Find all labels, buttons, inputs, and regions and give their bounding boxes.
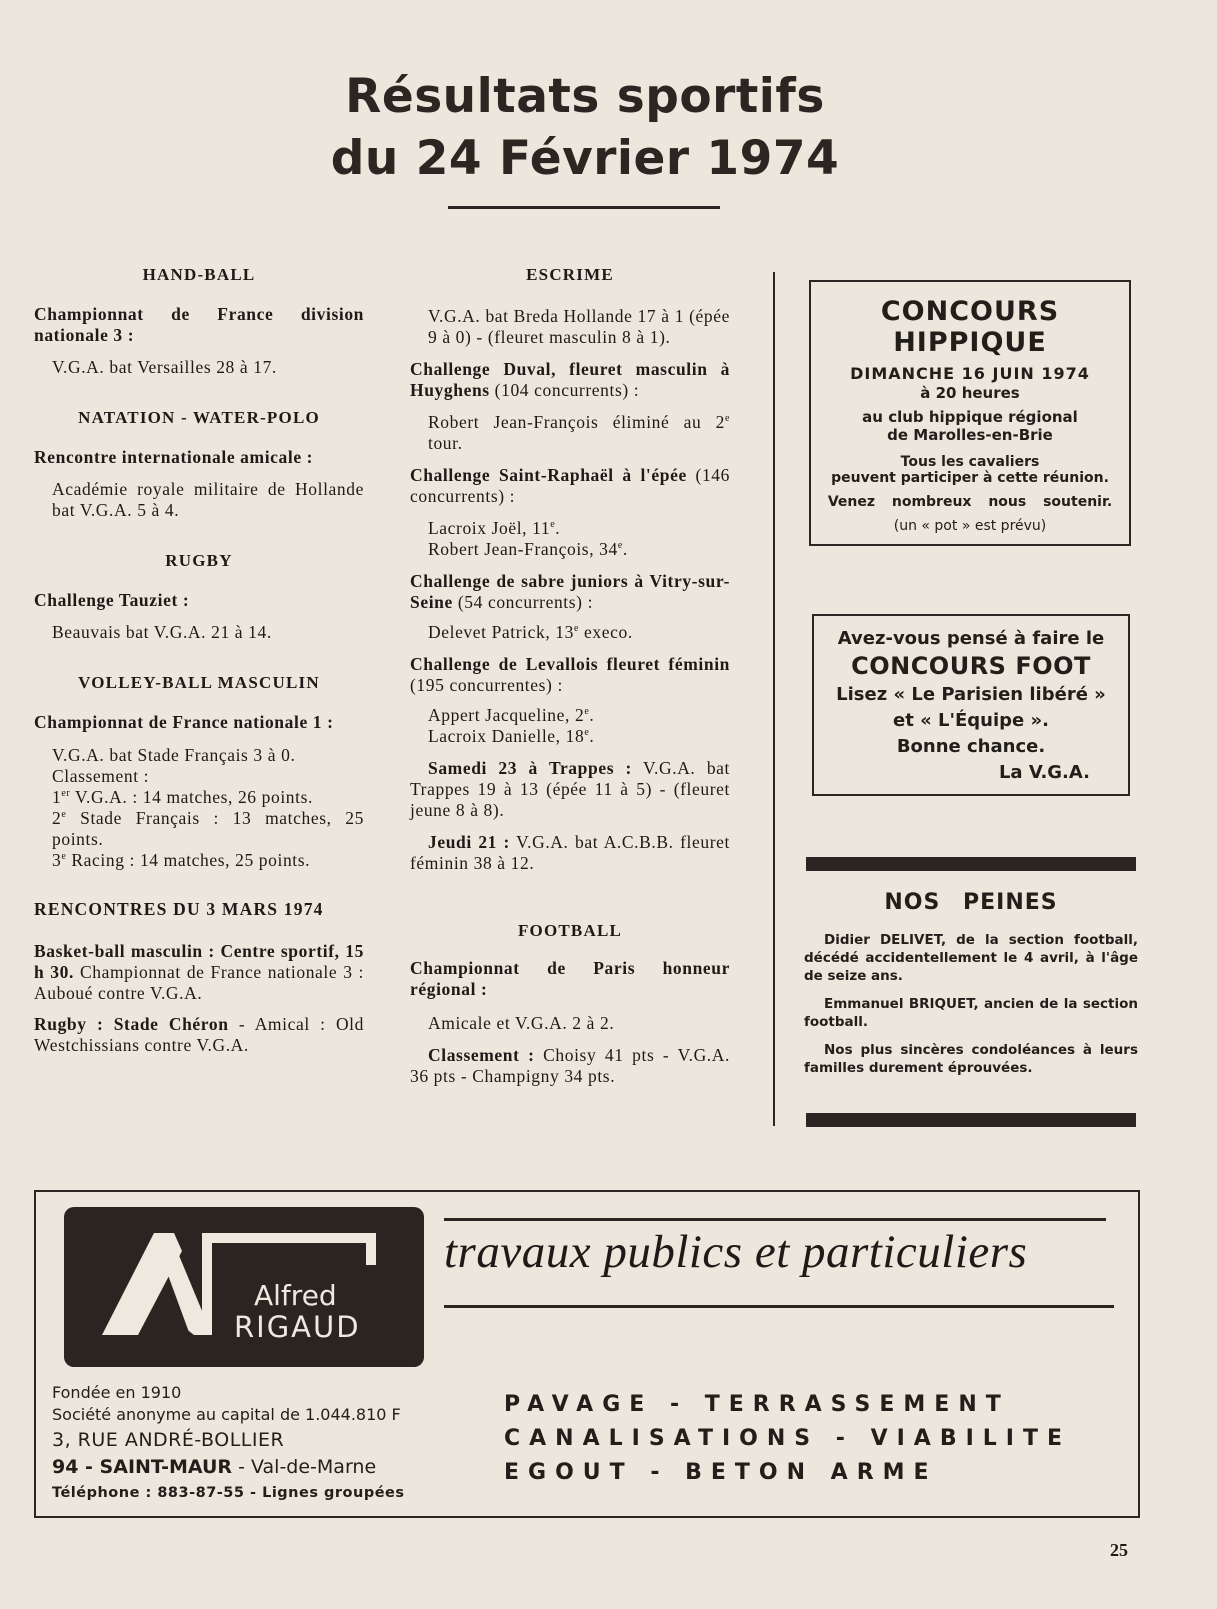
hippique-place-2: de Marolles-en-Brie [887, 426, 1053, 444]
foot-line-2: CONCOURS FOOT [851, 652, 1091, 680]
volley-line-2: Classement : [52, 766, 150, 786]
escrime-result-2: Robert Jean-François éliminé au 2e tour. [428, 412, 730, 453]
page-number: 25 [1110, 1540, 1128, 1560]
foot-line-1: Avez-vous pensé à faire le [837, 628, 1105, 649]
handball-sub: Championnat de France division nationale 3 : [34, 304, 364, 345]
telephone: Téléphone : 883-87-55 - Lignes groupées [52, 1485, 405, 1501]
volley-results [34, 745, 364, 871]
natation-result: Académie royale militaire de Hollande bat V.G.A. 5 à 4. [52, 479, 364, 520]
escrime-sub-3: Challenge Saint-Raphaël à l'épée (146 concurrents) : [410, 465, 730, 506]
foot-line-6: La V.G.A. [998, 762, 1090, 783]
rencontres-heading: RENCONTRES DU 3 MARS 1974 [34, 899, 324, 919]
slogan: travaux publics et particuliers [444, 1226, 1028, 1278]
logo-name-2: RIGAUD [234, 1310, 361, 1344]
handball-heading: HAND-BALL [142, 265, 256, 284]
escrime-sub-2: Challenge Duval, fleuret masculin à Huyghens (104 concurrents) : [410, 359, 730, 400]
services-line-3: EGOUT - BETON ARME [504, 1460, 938, 1485]
football-classement: Classement : Choisy 41 pts - V.G.A. 36 pts - Champigny 34 pts. [410, 1045, 730, 1086]
escrime-result-3a: Lacroix Joël, 11e. [428, 518, 561, 538]
volley-line-3: 1er V.G.A. : 14 matches, 26 points. [52, 787, 313, 807]
nos-peines [804, 890, 1138, 1077]
volley-sub: Championnat de France nationale 1 : [34, 712, 334, 732]
escrime-sub-5: Challenge de Levallois fleuret féminin (195 concurrentes) : [410, 654, 730, 695]
natation-heading: NATATION - WATER-POLO [78, 408, 320, 427]
foot-line-5: Bonne chance. [896, 736, 1046, 757]
football-sub: Championnat de Paris honneur régional : [410, 958, 730, 999]
hippique-line-1: Tous les cavaliers [900, 454, 1040, 470]
hippique-line-3: Venez nombreux nous soutenir. [827, 494, 1113, 510]
logo-name-1: Alfred [254, 1279, 337, 1312]
escrime-samedi: Samedi 23 à Trappes : V.G.A. bat Trappes 19 à 13 (épée 11 à 5) - (fleuret jeune 8 à 8). [410, 758, 730, 820]
address-street: 3, RUE ANDRÉ-BOLLIER [52, 1429, 285, 1451]
peines-title: NOS PEINES [884, 890, 1058, 915]
peines-top-bar [806, 857, 1136, 871]
middle-column [410, 264, 730, 1087]
address-city: 94 - SAINT-MAUR - Val-de-Marne [52, 1456, 377, 1478]
societe: Société anonyme au capital de 1.044.810 F [52, 1405, 401, 1424]
title-line-1: Résultats sportifs [345, 69, 825, 124]
escrime-result-5a: Appert Jacqueline, 2e. [428, 705, 595, 725]
football-heading: FOOTBALL [517, 921, 623, 940]
services [504, 1388, 1071, 1490]
rigaud-advertisement [34, 1190, 1140, 1518]
volley-line-1: V.G.A. bat Stade Français 3 à 0. [52, 745, 296, 765]
natation-sub: Rencontre internationale amicale : [34, 447, 314, 467]
escrime-heading: ESCRIME [526, 265, 614, 284]
rugby-result: Beauvais bat V.G.A. 21 à 14. [52, 622, 272, 642]
hippique-line-4: (un « pot » est prévu) [893, 518, 1047, 534]
hippique-time: à 20 heures [920, 384, 1020, 402]
title-line-2: du 24 Février 1974 [330, 131, 840, 186]
escrime-result-3b: Robert Jean-François, 34e. [428, 539, 628, 559]
rencontres-item-2: Rugby : Stade Chéron - Amical : Old Westchissians contre V.G.A. [34, 1014, 364, 1055]
services-line-1: PAVAGE - TERRASSEMENT [504, 1392, 1010, 1417]
concours-foot-box [812, 614, 1130, 796]
peines-p1: Didier DELIVET, de la section football, décédé accidentellement le 4 avril, à l'âge de seize ans. [804, 932, 1138, 984]
company-details [52, 1382, 452, 1506]
foot-line-4: et « L'Équipe ». [893, 710, 1049, 731]
hippique-line-2: peuvent participer à cette réunion. [831, 470, 1109, 486]
escrime-result-4: Delevet Patrick, 13e execo. [428, 622, 633, 642]
volley-heading: VOLLEY-BALL MASCULIN [78, 673, 320, 692]
foot-line-3: Lisez « Le Parisien libéré » [836, 684, 1106, 705]
rencontres-item-1: Basket-ball masculin : Centre sportif, 15 h 30. Championnat de France nationale 3 : Auboué contre V.G.A. [34, 941, 364, 1003]
concours-hippique-box [809, 280, 1131, 546]
handball-result: V.G.A. bat Versailles 28 à 17. [52, 357, 277, 377]
fondee: Fondée en 1910 [52, 1383, 182, 1402]
title-underline [448, 206, 720, 209]
escrime-jeudi: Jeudi 21 : V.G.A. bat A.C.B.B. fleuret féminin 38 à 12. [410, 832, 730, 873]
hippique-place-1: au club hippique régional [862, 408, 1078, 426]
volley-line-4: 2e Stade Français : 13 matches, 25 points. [52, 808, 364, 849]
slogan-rule-top [444, 1218, 1106, 1221]
hippique-date: DIMANCHE 16 JUIN 1974 [850, 364, 1090, 383]
rigaud-logo [64, 1207, 424, 1367]
peines-p2: Emmanuel BRIQUET, ancien de la section football. [804, 996, 1138, 1030]
column-divider [773, 272, 775, 1126]
rugby-sub: Challenge Tauziet : [34, 590, 190, 610]
escrime-result-1: V.G.A. bat Breda Hollande 17 à 1 (épée 9 à 0) - (fleuret masculin 8 à 1). [428, 306, 730, 347]
page-title [0, 66, 1170, 190]
hippique-title: CONCOURS HIPPIQUE [880, 296, 1060, 358]
rugby-heading: RUGBY [165, 551, 233, 570]
football-result: Amicale et V.G.A. 2 à 2. [428, 1013, 615, 1033]
volley-line-5: 3e Racing : 14 matches, 25 points. [52, 850, 311, 870]
escrime-result-5b: Lacroix Danielle, 18e. [428, 726, 595, 746]
services-line-2: CANALISATIONS - VIABILITE [504, 1426, 1072, 1451]
peines-p3: Nos plus sincères condoléances à leurs familles durement éprouvées. [804, 1042, 1138, 1076]
slogan-rule-bottom [444, 1305, 1114, 1308]
escrime-sub-4: Challenge de sabre juniors à Vitry-sur-Seine (54 concurrents) : [410, 571, 730, 612]
left-column [34, 264, 364, 1056]
peines-bottom-bar [806, 1113, 1136, 1127]
